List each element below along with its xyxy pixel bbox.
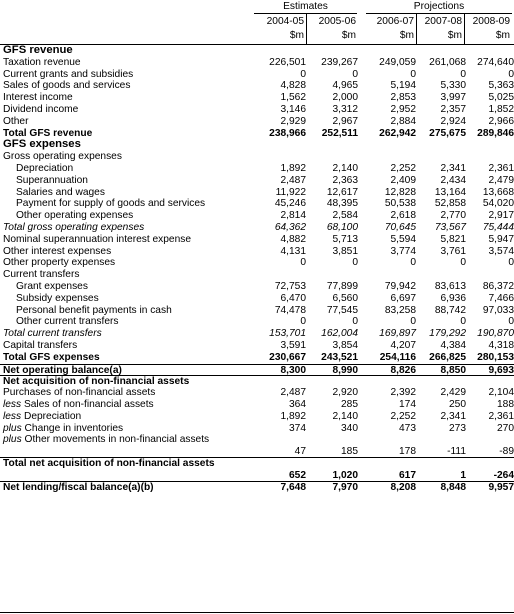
cell-value: -264 <box>493 470 514 482</box>
cell-value: 285 <box>341 398 358 410</box>
cell-value: 1,892 <box>280 410 306 422</box>
row-prefix: plus <box>3 434 22 446</box>
row-label-text: GFS expenses <box>3 138 81 151</box>
cell-value: 0 <box>410 68 416 80</box>
cell-value: 4,207 <box>390 339 416 351</box>
cell-value: 13,668 <box>482 186 514 198</box>
cell-value: 52,858 <box>434 198 466 210</box>
row-label-text: Subsidy expenses <box>16 292 99 304</box>
cell-value: 243,521 <box>321 351 358 363</box>
table-row <box>0 305 514 317</box>
row-label <box>3 340 77 352</box>
cell-value: 3,854 <box>332 339 358 351</box>
row-label-text: Capital transfers <box>3 339 78 351</box>
cell-value: 0 <box>460 257 466 269</box>
table-row <box>0 210 514 222</box>
cell-value: 2,140 <box>332 162 358 174</box>
row-prefix: less <box>3 410 22 422</box>
table-row <box>0 104 514 116</box>
cell-value: 2,341 <box>440 162 466 174</box>
cell-value: 8,990 <box>332 364 358 376</box>
row-label-text: Total GFS revenue <box>3 127 93 139</box>
cell-value: 1 <box>460 470 466 482</box>
row-label-text: Sales of non-financial assets <box>23 398 154 410</box>
table-row <box>0 281 514 293</box>
row-label-text: Total gross operating expenses <box>3 221 145 233</box>
row-label <box>16 198 205 210</box>
cell-value: 68,100 <box>326 221 358 233</box>
cell-value: 275,675 <box>429 127 466 139</box>
cell-value: 47 <box>294 445 306 457</box>
cell-value: 3,146 <box>280 103 306 115</box>
row-label-text: Purchases of non-financial assets <box>3 387 156 399</box>
cell-value: 2,392 <box>390 387 416 399</box>
row-label <box>3 423 123 435</box>
cell-value: 5,194 <box>390 80 416 92</box>
cell-value: 0 <box>508 257 514 269</box>
cell-value: 2,252 <box>390 410 416 422</box>
cell-value: 4,318 <box>488 339 514 351</box>
cell-value: 13,164 <box>434 186 466 198</box>
cell-value: 1,562 <box>280 92 306 104</box>
cell-value: 6,470 <box>280 292 306 304</box>
cell-value: 7,466 <box>488 292 514 304</box>
cell-value: 70,645 <box>384 221 416 233</box>
cell-value: 0 <box>300 316 306 328</box>
cell-value: 2,104 <box>488 387 514 399</box>
row-label-text: Other operating expenses <box>16 210 134 222</box>
cell-value: 2,966 <box>488 115 514 127</box>
table-row <box>0 163 514 175</box>
cell-value: 254,116 <box>379 351 416 363</box>
year-header-4: 2007-08 <box>424 16 462 27</box>
table-row <box>0 423 514 435</box>
row-label <box>16 316 118 328</box>
row-label <box>3 151 122 163</box>
row-label-text: Salaries and wages <box>16 186 105 198</box>
cell-value: 178 <box>399 445 416 457</box>
cell-value: 250 <box>449 398 466 410</box>
table-row <box>0 352 514 364</box>
cell-value: 50,538 <box>384 198 416 210</box>
row-label-text: Other interest expenses <box>3 245 112 257</box>
cell-value: 3,574 <box>488 245 514 257</box>
cell-value: 153,701 <box>269 328 306 340</box>
row-label-text: Nominal superannuation interest expense <box>3 233 192 245</box>
row-label <box>3 116 28 128</box>
cell-value: 2,357 <box>440 103 466 115</box>
unit-header-3: $m <box>399 30 414 41</box>
cell-value: -89 <box>499 445 514 457</box>
table-row <box>0 116 514 128</box>
unit-header-1: $m <box>289 30 304 41</box>
cell-value: 179,292 <box>429 328 466 340</box>
cell-value: 2,584 <box>332 210 358 222</box>
row-label <box>3 352 100 364</box>
row-label <box>16 187 105 199</box>
cell-value: 6,936 <box>440 292 466 304</box>
cell-value: 174 <box>399 398 416 410</box>
row-prefix: less <box>3 398 22 410</box>
row-label-text: Grant expenses <box>16 280 88 292</box>
table-row <box>0 434 514 457</box>
year-header-5: 2008-09 <box>472 16 510 27</box>
row-label-text: Current transfers <box>3 269 80 281</box>
cell-value: 0 <box>508 316 514 328</box>
cell-value: 652 <box>289 470 306 482</box>
row-label-text: Total net acquisition of non-financial assets <box>3 458 215 470</box>
row-label <box>3 458 243 470</box>
cell-value: 9,957 <box>488 481 514 493</box>
cell-value: 5,594 <box>390 233 416 245</box>
cell-value: 2,429 <box>440 387 466 399</box>
cell-value: 252,511 <box>321 127 358 139</box>
table-row <box>0 481 514 493</box>
cell-value: 239,267 <box>321 56 358 68</box>
cell-value: 2,000 <box>332 92 358 104</box>
cell-value: 8,826 <box>390 364 416 376</box>
cell-value: 88,742 <box>434 304 466 316</box>
table-row <box>0 198 514 210</box>
cell-value: 261,068 <box>429 56 466 68</box>
row-prefix: plus <box>3 422 22 434</box>
row-label-text: Dividend income <box>3 103 79 115</box>
row-label-text: Payment for supply of goods and services <box>16 198 206 210</box>
cell-value: 1,892 <box>280 162 306 174</box>
table-row <box>0 387 514 399</box>
row-label <box>3 328 102 340</box>
row-label <box>16 293 99 305</box>
cell-value: 75,444 <box>482 221 514 233</box>
table-row <box>0 375 514 387</box>
table-row <box>0 69 514 81</box>
table-bottom-rule <box>0 612 514 613</box>
row-label-text: Interest income <box>3 92 73 104</box>
table-row <box>0 457 514 480</box>
cell-value: 374 <box>289 422 306 434</box>
cell-value: 4,131 <box>280 245 306 257</box>
table-row <box>0 340 514 352</box>
year-header-1: 2004-05 <box>266 16 304 27</box>
cell-value: 1,020 <box>332 470 358 482</box>
cell-value: 0 <box>352 257 358 269</box>
cell-value: 2,924 <box>440 115 466 127</box>
cell-value: 2,920 <box>332 387 358 399</box>
year-header-3: 2006-07 <box>376 16 414 27</box>
cell-value: 162,004 <box>321 328 358 340</box>
cell-value: 0 <box>352 68 358 80</box>
cell-value: 2,487 <box>280 174 306 186</box>
cell-value: 12,617 <box>326 186 358 198</box>
cell-value: 8,848 <box>440 481 466 493</box>
cell-value: 83,258 <box>384 304 416 316</box>
year-header-2: 2005-06 <box>318 16 356 27</box>
cell-value: 2,479 <box>488 174 514 186</box>
cell-value: 8,208 <box>390 481 416 493</box>
table-row <box>0 80 514 92</box>
cell-value: 5,713 <box>332 233 358 245</box>
cell-value: 2,917 <box>488 210 514 222</box>
row-label-text: Superannuation <box>16 174 88 186</box>
row-label <box>3 57 81 69</box>
cell-value: 5,947 <box>488 233 514 245</box>
cell-value: 86,372 <box>482 280 514 292</box>
projections-header-rule <box>366 13 512 14</box>
cell-value: 48,395 <box>326 198 358 210</box>
table-row <box>0 257 514 269</box>
row-label <box>3 411 81 423</box>
row-label-text: Sales of goods and services <box>3 80 131 92</box>
cell-value: 8,300 <box>280 364 306 376</box>
cell-value: 64,362 <box>274 221 306 233</box>
cell-value: 270 <box>497 422 514 434</box>
table-row <box>0 411 514 423</box>
unit-header-5: $m <box>495 30 510 41</box>
table-row <box>0 269 514 281</box>
row-label <box>16 175 88 187</box>
row-label-text: Personal benefit payments in cash <box>16 304 172 316</box>
row-label <box>3 45 73 57</box>
row-label <box>16 163 73 175</box>
row-label-text: Gross operating expenses <box>3 151 122 163</box>
header-separator <box>416 14 417 44</box>
table-row <box>0 45 514 57</box>
cell-value: 185 <box>341 445 358 457</box>
table-row <box>0 139 514 151</box>
row-label <box>3 387 155 399</box>
table-row <box>0 175 514 187</box>
cell-value: 2,814 <box>280 210 306 222</box>
table-row <box>0 92 514 104</box>
cell-value: 0 <box>352 316 358 328</box>
row-label <box>16 281 88 293</box>
cell-value: 2,434 <box>440 174 466 186</box>
row-label-text: Net operating balance(a) <box>3 364 122 376</box>
cell-value: 617 <box>399 470 416 482</box>
row-label <box>3 222 144 234</box>
cell-value: 8,850 <box>440 364 466 376</box>
row-label <box>3 92 73 104</box>
cell-value: 2,361 <box>488 410 514 422</box>
row-label-text: Other movements in non-financial assets <box>24 434 210 446</box>
cell-value: 77,545 <box>326 304 358 316</box>
cell-value: 3,591 <box>280 339 306 351</box>
cell-value: 2,361 <box>488 162 514 174</box>
cell-value: 2,884 <box>390 115 416 127</box>
cell-value: -111 <box>447 445 466 457</box>
cell-value: 2,770 <box>440 210 466 222</box>
row-label <box>3 139 81 151</box>
cell-value: 12,828 <box>384 186 416 198</box>
table-row <box>0 234 514 246</box>
cell-value: 5,330 <box>440 80 466 92</box>
cell-value: 4,384 <box>440 339 466 351</box>
cell-value: 54,020 <box>482 198 514 210</box>
table-body <box>0 45 514 492</box>
cell-value: 2,967 <box>332 115 358 127</box>
row-label <box>3 399 154 411</box>
cell-value: 2,252 <box>390 162 416 174</box>
cell-value: 7,648 <box>280 481 306 493</box>
table-row <box>0 246 514 258</box>
cell-value: 6,560 <box>332 292 358 304</box>
cell-value: 364 <box>289 398 306 410</box>
cell-value: 4,828 <box>280 80 306 92</box>
cell-value: 2,409 <box>390 174 416 186</box>
cell-value: 4,882 <box>280 233 306 245</box>
row-label <box>3 234 191 246</box>
row-label-text: Total GFS expenses <box>3 351 100 363</box>
cell-value: 0 <box>300 68 306 80</box>
cell-value: 262,942 <box>379 127 416 139</box>
row-label-text: GFS revenue <box>3 44 73 56</box>
cell-value: 83,613 <box>434 280 466 292</box>
table-row <box>0 399 514 411</box>
cell-value: 2,341 <box>440 410 466 422</box>
table-row <box>0 222 514 234</box>
cell-value: 73,567 <box>434 221 466 233</box>
projections-group-header: Projections <box>413 1 465 12</box>
row-label <box>3 246 111 258</box>
cell-value: 6,697 <box>390 292 416 304</box>
cell-value: 3,774 <box>390 245 416 257</box>
cell-value: 79,942 <box>384 280 416 292</box>
row-label-text: Net acquisition of non-financial assets <box>3 376 190 388</box>
unit-header-4: $m <box>447 30 462 41</box>
row-label <box>3 80 130 92</box>
cell-value: 226,501 <box>269 56 306 68</box>
cell-value: 3,851 <box>332 245 358 257</box>
row-label <box>3 104 78 116</box>
cell-value: 273 <box>449 422 466 434</box>
cell-value: 3,761 <box>440 245 466 257</box>
row-label <box>3 269 79 281</box>
table-row <box>0 293 514 305</box>
estimates-group-header: Estimates <box>283 1 328 12</box>
cell-value: 0 <box>460 68 466 80</box>
row-label <box>16 305 172 317</box>
cell-value: 289,846 <box>477 127 514 139</box>
row-label-text: Taxation revenue <box>3 56 81 68</box>
cell-value: 2,929 <box>280 115 306 127</box>
cell-value: 11,922 <box>275 186 306 198</box>
cell-value: 72,753 <box>274 280 306 292</box>
cell-value: 2,618 <box>390 210 416 222</box>
cell-value: 4,965 <box>332 80 358 92</box>
cell-value: 0 <box>508 68 514 80</box>
cell-value: 0 <box>410 257 416 269</box>
row-label <box>3 482 154 494</box>
row-label-text: Change in inventories <box>24 422 124 434</box>
cell-value: 340 <box>341 422 358 434</box>
table-row <box>0 187 514 199</box>
cell-value: 169,897 <box>379 328 416 340</box>
row-label <box>3 69 133 81</box>
cell-value: 230,667 <box>269 351 306 363</box>
table-row <box>0 57 514 69</box>
cell-value: 274,640 <box>477 56 514 68</box>
cell-value: 0 <box>410 316 416 328</box>
cell-value: 2,487 <box>280 387 306 399</box>
table-row <box>0 364 514 376</box>
row-label-text: Other current transfers <box>16 316 119 328</box>
cell-value: 473 <box>399 422 416 434</box>
row-label-text: Net lending/fiscal balance(a)(b) <box>3 481 154 493</box>
header-separator <box>464 14 465 44</box>
row-label-text: Total current transfers <box>3 328 102 340</box>
cell-value: 280,153 <box>477 351 514 363</box>
row-label-text: Depreciation <box>16 162 74 174</box>
cell-value: 3,312 <box>332 103 358 115</box>
cell-value: 9,693 <box>488 364 514 376</box>
cell-value: 74,478 <box>274 304 306 316</box>
row-label <box>16 210 133 222</box>
cell-value: 0 <box>300 257 306 269</box>
cell-value: 7,970 <box>332 481 358 493</box>
cell-value: 249,059 <box>379 56 416 68</box>
table-row <box>0 316 514 328</box>
row-label <box>3 434 243 446</box>
cell-value: 1,852 <box>488 103 514 115</box>
cell-value: 2,853 <box>390 92 416 104</box>
cell-value: 0 <box>460 316 466 328</box>
row-label-text: Depreciation <box>23 410 82 422</box>
row-label-text: Other property expenses <box>3 257 116 269</box>
table-row <box>0 151 514 163</box>
cell-value: 190,870 <box>477 328 514 340</box>
cell-value: 2,952 <box>390 103 416 115</box>
unit-header-2: $m <box>341 30 356 41</box>
cell-value: 45,246 <box>274 198 306 210</box>
cell-value: 238,966 <box>269 127 306 139</box>
cell-value: 266,825 <box>429 351 466 363</box>
cell-value: 3,997 <box>440 92 466 104</box>
cell-value: 5,025 <box>488 92 514 104</box>
cell-value: 188 <box>497 398 514 410</box>
cell-value: 77,899 <box>326 280 358 292</box>
cell-value: 2,140 <box>332 410 358 422</box>
header-separator <box>306 14 307 44</box>
cell-value: 5,363 <box>488 80 514 92</box>
cell-value: 5,821 <box>440 233 466 245</box>
row-label-text: Current grants and subsidies <box>3 68 134 80</box>
table-row <box>0 328 514 340</box>
row-label <box>3 257 115 269</box>
cell-value: 97,033 <box>482 304 514 316</box>
cell-value: 2,363 <box>332 174 358 186</box>
row-label-text: Other <box>3 115 29 127</box>
